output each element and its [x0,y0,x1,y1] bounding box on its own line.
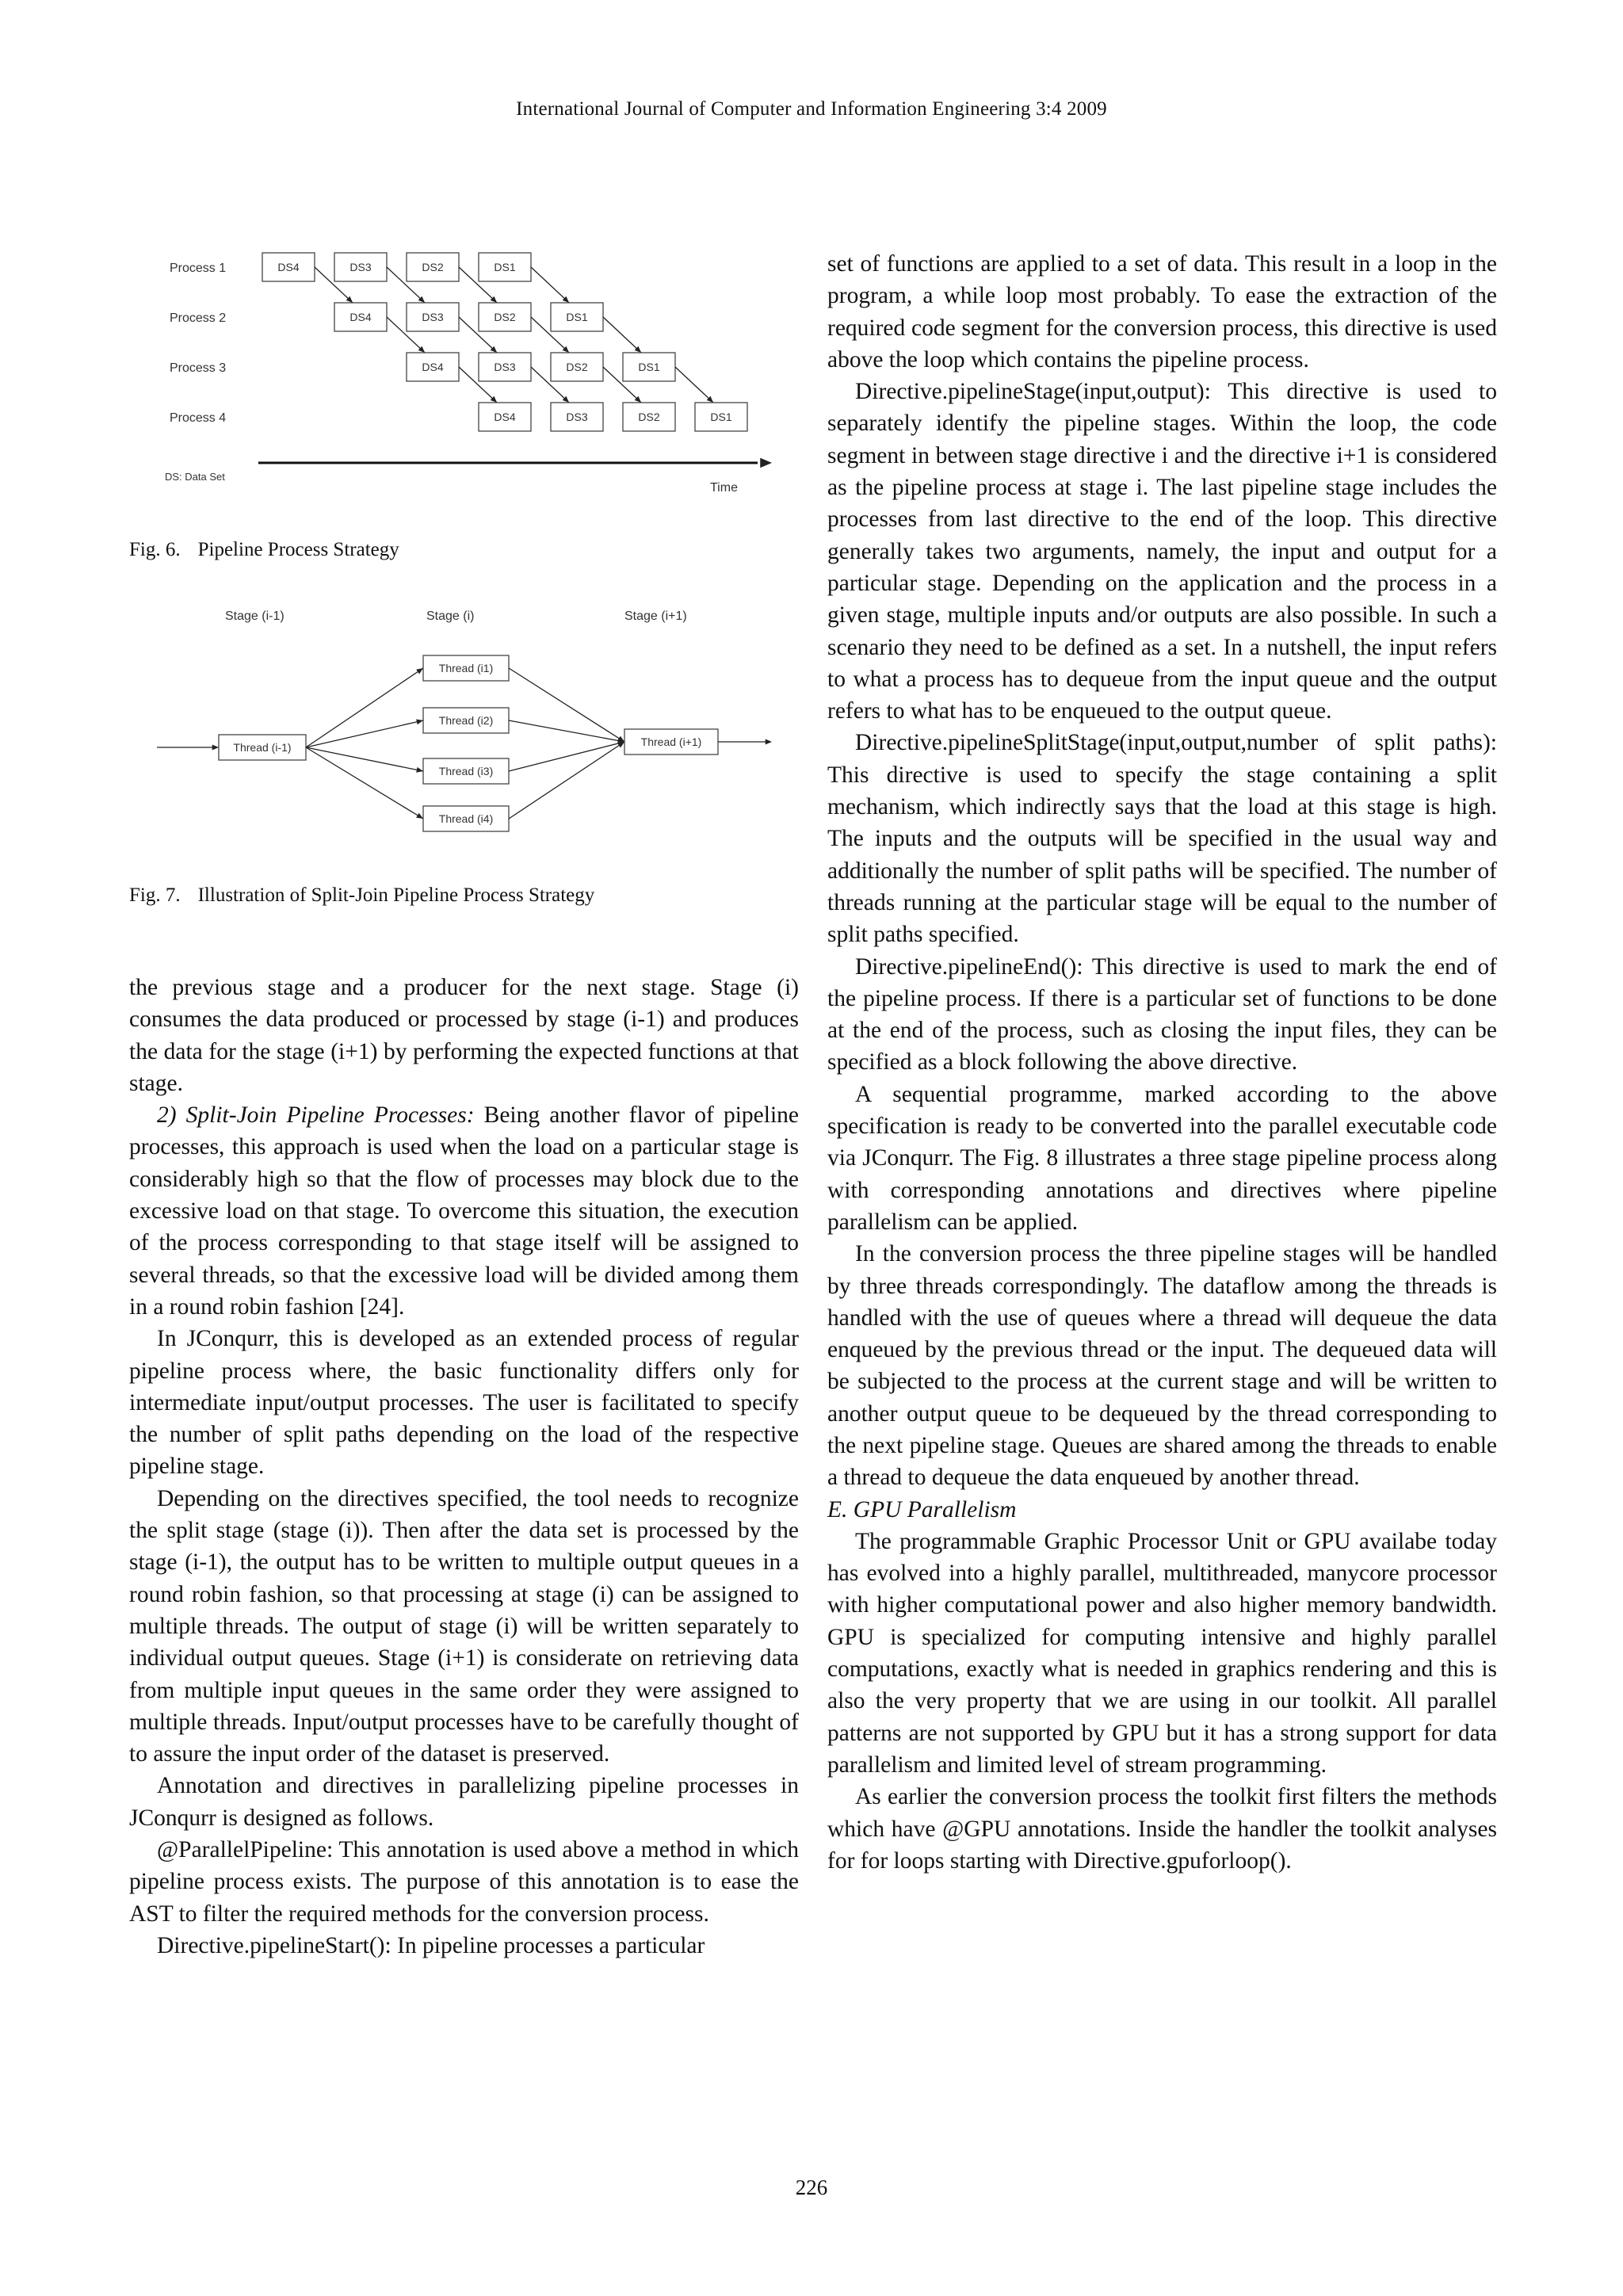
split-arrowhead [416,767,423,773]
paragraph: Depending on the directives specified, the tool needs to recognize the split stage (stage (i)). Then after the data set is processed by the stage (i-1), the output has to be written to multiple output queues in a round robin fashion, so that processing at stage (i) can be assigned to multiple threads. The output of stage (i) will be written separately to individual output queues. Stage (i+1) is considerate on retrieving data from multiple input queues in the same order they were assigned to multiple threads. Input/output processes have to be carefully thought of to assure the input order of the dataset is preserved. [129,1485,799,1767]
paragraph: As earlier the conversion process the toolkit first filters the methods which have @GPU annotations. Inside the handler the toolkit analyses for for loops starting with Directive.gpuforloop(). [827,1784,1497,1874]
paragraph: set of functions are applied to a set of data. This result in a loop in the program, a while loop most probably. To ease the extraction of the required code segment for the conversion process, this directive is used above the loop which contains the pipeline process. [827,251,1497,372]
time-axis-arrowhead [760,458,772,468]
thread-label: Thread (i4) [438,812,494,825]
data-set-label: DS3 [494,361,516,373]
split-arrowhead [416,813,423,819]
left-column-text [129,972,799,1962]
data-set-label: DS2 [638,411,660,423]
paragraph: Directive.pipelineStart(): In pipeline processes a particular [157,1932,705,1958]
process-label: Process 3 [170,361,227,375]
thread-label: Thread (i3) [438,765,494,777]
process-label: Process 2 [170,311,227,325]
data-set-label: DS1 [638,361,660,373]
paragraph: In the conversion process the three pipeline stages will be handled by three threads correspondingly. The dataflow among the threads is handled with the use of queues where a thread will dequeue the data enqueued by the previous thread or the input. The dequeued data will be subjected to the process at the current stage and will be written to another output queue to be dequeued by the thread corresponding to the next pipeline stage. Queues are shared among the threads to enable a thread to dequeue the data enqueued by another thread. [827,1241,1497,1491]
data-set-label: DS4 [277,261,300,273]
paragraph: Directive.pipelineSplitStage(input,output,number of split paths): This directive is used to specify the stage containing a split mechanism, which indirectly says that the load at this stage is high. The inputs and the outputs will be specified in the usual way and additionally the number of split paths will be specified. The number of threads running at the particular stage will be equal to the number of split paths specified. [827,730,1497,948]
thread-label: Thread (i+1) [640,735,702,748]
data-set-label: DS4 [349,311,372,323]
split-arrowhead [416,668,423,674]
thread-label: Thread (i-1) [233,741,292,754]
stage-label: Stage (i) [426,609,475,623]
paragraph: @ParallelPipeline: This annotation is used above a method in which pipeline process exists. The purpose of this annotation is to ease the AST to filter the required methods for the conversion process. [129,1837,799,1927]
paragraph: the previous stage and a producer for the next stage. Stage (i) consumes the data produced or processed by stage (i-1) and produces the data for the stage (i+1) by performing the expected functions at that stage. [129,975,799,1096]
flow-arrow [675,367,713,403]
page-number: 226 [795,2176,828,2199]
process-label: Process 1 [170,262,227,275]
section-heading: E. GPU Parallelism [827,1496,1017,1522]
figure-7-caption-text: Illustration of Split-Join Pipeline Process Strategy [197,884,595,906]
data-set-label: DS4 [494,411,516,423]
split-arrow [306,668,423,747]
figure-6-caption-text: Pipeline Process Strategy [197,539,399,560]
process-label: Process 4 [170,411,227,425]
figure-7-split-join-diagram [155,596,773,858]
thread-label: Thread (i1) [438,662,494,674]
flow-arrow [603,317,641,353]
figure-7-caption-label: Fig. 7. [129,884,181,906]
legend-text: DS: Data Set [165,471,225,483]
data-set-label: DS2 [494,311,516,323]
data-set-label: DS3 [349,261,372,273]
join-arrow [509,742,624,771]
paragraph-text: Being another flavor of pipeline processes, this approach is used when the load on a particular stage is considerably high so that the flow of processes may block due to the excessive load on that stage. To overcome this situation, the execution of the process corresponding to that stage itself will be assigned to several threads, so that the excessive load will be divided among them in a round robin fashion [24]. [129,1102,799,1320]
paragraph [129,1099,799,1323]
data-set-label: DS1 [566,311,588,323]
figure-6-caption [129,538,399,562]
data-set-label: DS1 [494,261,516,273]
figure-6-pipeline-diagram [155,241,789,510]
figure-7-caption [129,884,594,907]
data-set-label: DS3 [422,311,444,323]
data-set-label: DS2 [422,261,444,273]
split-arrow [306,720,423,747]
data-set-label: DS3 [566,411,588,423]
paragraph: Directive.pipelineStage(input,output): This directive is used to separately identify the pipeline stages. Within the loop, the code segment in between stage directive i and the directive i+1 is considered as the pipeline process at stage i. The last pipeline stage includes the processes from last directive to the end of the loop. This directive generally takes two arguments, namely, the input and output for a particular stage. Depending on the application and the process in a given stage, multiple inputs and/or outputs are also possible. In such a scenario they need to be defined as a set. In a nutshell, the input refers to what a process has to dequeue from the input queue and the output refers to what has to be enqueued to the output queue. [827,379,1497,724]
flow-arrow [531,267,569,303]
fig7-svg [155,596,773,858]
output-arrowhead [766,739,772,744]
input-arrowhead [212,744,219,750]
join-arrow [509,742,624,819]
thread-label: Thread (i2) [438,714,494,727]
stage-label: Stage (i-1) [225,609,285,623]
data-set-label: DS1 [710,411,732,423]
time-label: Time [710,481,738,495]
data-set-label: DS4 [422,361,444,373]
paragraph: The programmable Graphic Processor Unit or GPU availabe today has evolved into a highly parallel, multithreaded, manycore processor with higher computational power and also higher memory bandwidth. GPU is specialized for computing intensive and highly parallel computations, exactly what is needed in graphics rendering and this is also the very property that we are using in our toolkit. All parallel patterns are not supported by GPU but it has a strong support for data parallelism and limited level of stream programming. [827,1528,1497,1778]
fig6-svg [155,241,789,510]
stage-label: Stage (i+1) [624,609,687,623]
split-arrowhead [416,719,423,724]
paragraph: In JConqurr, this is developed as an extended process of regular pipeline process where, the basic functionality differs only for intermediate input/output processes. The user is facilitated to specify the number of split paths depending on the load of the respective pipeline stage. [129,1326,799,1480]
paragraph: Directive.pipelineEnd(): This directive is used to mark the end of the pipeline process. If there is a particular set of functions to be done at the end of the process, such as closing the input files, they can be specified as a block following the above directive. [827,953,1497,1075]
split-arrow [306,747,423,819]
data-set-label: DS2 [566,361,588,373]
running-head: International Journal of Computer and Information Engineering 3:4 2009 [516,98,1107,120]
split-arrow [306,747,423,771]
figure-6-caption-label: Fig. 6. [129,539,181,560]
paragraph: A sequential programme, marked according to the above specification is ready to be converted into the parallel executable code via JConqurr. The Fig. 8 illustrates a three stage pipeline process along with corresponding annotations and directives where pipeline parallelism can be applied. [827,1081,1497,1235]
subsection-heading: 2) Split-Join Pipeline Processes: [157,1102,475,1129]
right-column-text [827,248,1497,1877]
paragraph: Annotation and directives in parallelizing pipeline processes in JConqurr is designed as follows. [129,1773,799,1831]
